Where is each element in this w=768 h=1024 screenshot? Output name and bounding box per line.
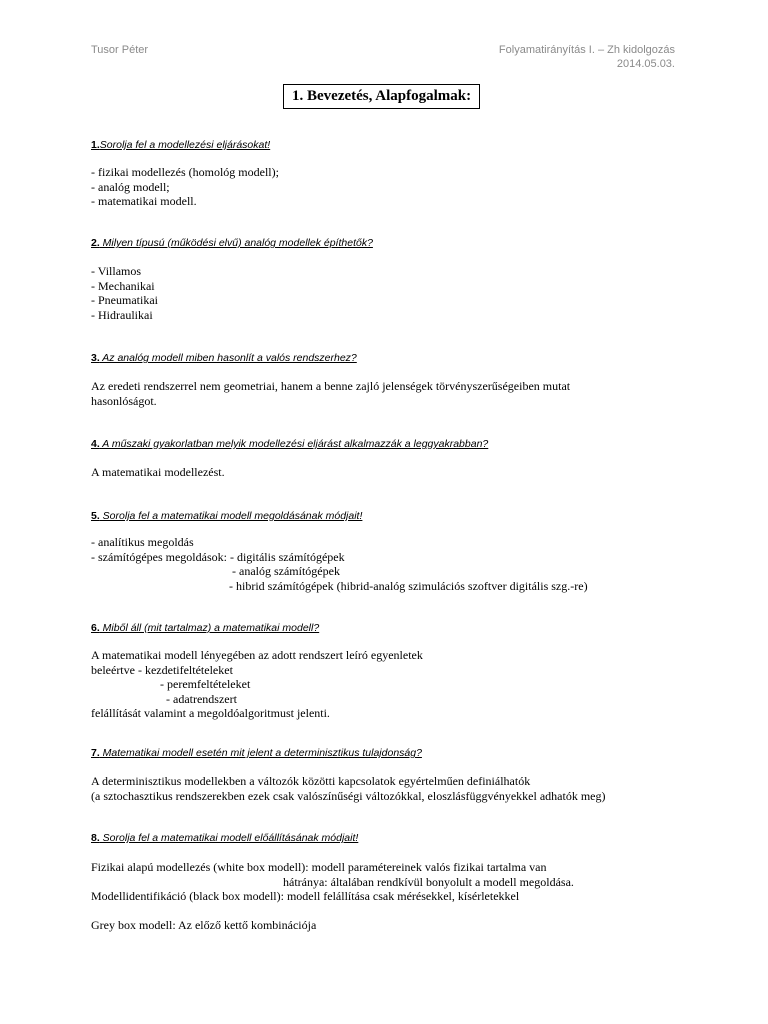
question-text: Milyen típusú (működési elvű) analóg modellek építhetők? <box>99 237 373 249</box>
question-number: 4. <box>91 438 100 450</box>
question-text: Sorolja fel a matematikai modell megoldásának módjait! <box>99 510 363 522</box>
answer-line: - Hidraulikai <box>91 307 153 322</box>
answer-6 <box>91 648 423 721</box>
answer-line: - számítógépes megoldások: - digitális számítógépek <box>91 549 345 564</box>
question-4 <box>91 437 488 451</box>
question-number: 1. <box>91 139 100 151</box>
section-title: 1. Bevezetés, Alapfogalmak: <box>283 84 480 109</box>
answer-line: A matematikai modellezést. <box>91 465 225 479</box>
answer-line: - adatrendszert <box>91 691 237 706</box>
answer-line: - matematikai modell. <box>91 194 197 208</box>
question-3 <box>91 351 357 365</box>
question-8 <box>91 831 358 845</box>
answer-line: Grey box modell: Az előző kettő kombinációja <box>91 918 317 932</box>
answer-line: - analóg számítógépek <box>91 564 340 578</box>
answer-2 <box>91 264 158 322</box>
answer-line: beleértve - kezdetifeltételeket <box>91 662 233 677</box>
answer-line: - fizikai modellezés (homológ modell); <box>91 165 279 179</box>
header-right <box>499 43 675 71</box>
header-author: Tusor Péter <box>91 44 149 56</box>
answer-line: - Pneumatikai <box>91 293 158 307</box>
question-text: A műszaki gyakorlatban melyik modellezési eljárást alkalmazzák a leggyakrabban? <box>99 438 489 450</box>
answer-line: Modellidentifikáció (black box modell): modell felállítása csak mérésekkel, kísérletekkel <box>91 889 520 903</box>
answer-8 <box>91 860 574 933</box>
question-1 <box>91 138 270 152</box>
question-text: Sorolja fel a matematikai modell előállításának módjait! <box>99 832 359 844</box>
question-text: Sorolja fel a modellezési eljárásokat! <box>99 139 271 151</box>
question-number: 3. <box>91 352 100 364</box>
question-text: Matematikai modell esetén mit jelent a determinisztikus tulajdonság? <box>99 747 422 759</box>
answer-line: - peremfeltételeket <box>91 677 251 691</box>
question-number: 8. <box>91 832 100 844</box>
question-text: Miből áll (mit tartalmaz) a matematikai modell? <box>99 622 320 634</box>
answer-line: - Mechanikai <box>91 278 155 293</box>
answer-line: (a sztochasztikus rendszerekben ezek csak valószínűségi változókkal, eloszlásfüggvényekkel adhatók meg) <box>91 788 606 803</box>
answer-line: hátránya: általában rendkívül bonyolult a modell megoldása. <box>91 874 574 889</box>
answer-line: hasonlóságot. <box>91 393 157 408</box>
answer-line <box>91 904 574 919</box>
question-number: 7. <box>91 747 100 759</box>
answer-line: - hibrid számítógépek (hibrid-analóg szimulációs szoftver digitális szg.-re) <box>91 578 588 593</box>
header-date: 2014.05.03. <box>616 58 675 70</box>
question-5 <box>91 509 362 523</box>
answer-line: - analóg modell; <box>91 179 170 194</box>
answer-line: Fizikai alapú modellezés (white box modell): modell paramétereinek valós fizikai tartalma van <box>91 860 547 874</box>
answer-5 <box>91 535 588 593</box>
answer-line: A determinisztikus modellekben a változók közötti kapcsolatok egyértelműen definiálhatók <box>91 774 531 788</box>
question-text: Az analóg modell miben hasonlít a valós rendszerhez? <box>99 352 357 364</box>
header-course: Folyamatirányítás I. – Zh kidolgozás <box>498 44 675 56</box>
question-7 <box>91 746 422 760</box>
answer-line: A matematikai modell lényegében az adott rendszert leíró egyenletek <box>91 648 423 662</box>
answer-7 <box>91 774 605 803</box>
question-number: 2. <box>91 237 100 249</box>
answer-line: Az eredeti rendszerrel nem geometriai, hanem a benne zajló jelenségek törvényszerűségeiben mutat <box>91 379 571 393</box>
question-number: 5. <box>91 510 100 522</box>
answer-3 <box>91 379 570 408</box>
answer-4 <box>91 465 225 480</box>
answer-1 <box>91 165 279 209</box>
question-6 <box>91 621 319 635</box>
answer-line: - Villamos <box>91 264 142 278</box>
question-number: 6. <box>91 622 100 634</box>
answer-line: felállítását valamint a megoldóalgoritmust jelenti. <box>91 706 330 720</box>
answer-line: - analítikus megoldás <box>91 535 194 549</box>
question-2 <box>91 236 373 250</box>
